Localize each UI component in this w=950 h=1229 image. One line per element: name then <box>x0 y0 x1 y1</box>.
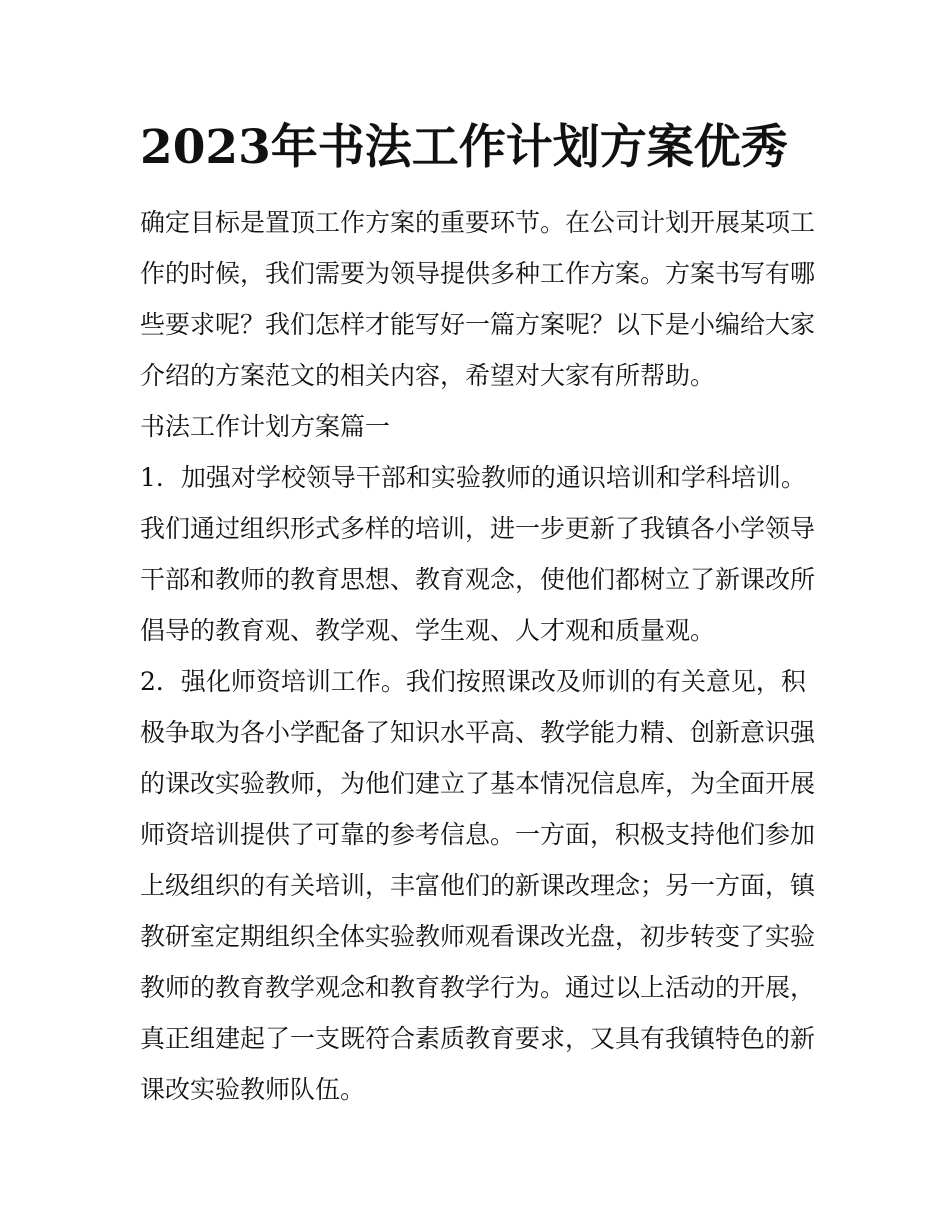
item-2-line-3: 的课改实验教师，为他们建立了基本情况信息库，为全面开展 <box>140 769 816 798</box>
item-2-line-4: 师资培训提供了可靠的参考信息。一方面，积极支持他们参加 <box>140 820 816 849</box>
item-1-line-1: 1．加强对学校领导干部和实验教师的通识培训和学科培训。 <box>140 463 806 492</box>
item-2-line-1: 2．强化师资培训工作。我们按照课改及师训的有关意见，积 <box>140 667 806 696</box>
item-1-line-2: 我们通过组织形式多样的培训，进一步更新了我镇各小学领导 <box>140 514 816 543</box>
item-2-line-8: 真正组建起了一支既符合素质教育要求，又具有我镇特色的新 <box>140 1024 816 1053</box>
section-heading: 书法工作计划方案篇一 <box>140 412 391 441</box>
item-2-line-5: 上级组织的有关培训，丰富他们的新课改理念；另一方面，镇 <box>140 871 816 900</box>
item-1-line-4: 倡导的教育观、教学观、学生观、人才观和质量观。 <box>140 616 716 645</box>
document-title: 2023年书法工作计划方案优秀 <box>140 120 788 175</box>
intro-line-4: 介绍的方案范文的相关内容，希望对大家有所帮助。 <box>140 361 716 390</box>
item-2-line-6: 教研室定期组织全体实验教师观看课改光盘，初步转变了实验 <box>140 922 816 951</box>
intro-line-1: 确定目标是置顶工作方案的重要环节。在公司计划开展某项工 <box>140 208 816 237</box>
intro-line-3: 些要求呢？我们怎样才能写好一篇方案呢？以下是小编给大家 <box>140 310 816 339</box>
item-1-line-3: 干部和教师的教育思想、教育观念，使他们都树立了新课改所 <box>140 565 816 594</box>
intro-line-2: 作的时候，我们需要为领导提供多种工作方案。方案书写有哪 <box>140 259 816 288</box>
item-2-line-2: 极争取为各小学配备了知识水平高、教学能力精、创新意识强 <box>140 718 816 747</box>
item-2-line-9: 课改实验教师队伍。 <box>140 1075 366 1104</box>
item-2-line-7: 教师的教育教学观念和教育教学行为。通过以上活动的开展， <box>140 973 816 1002</box>
